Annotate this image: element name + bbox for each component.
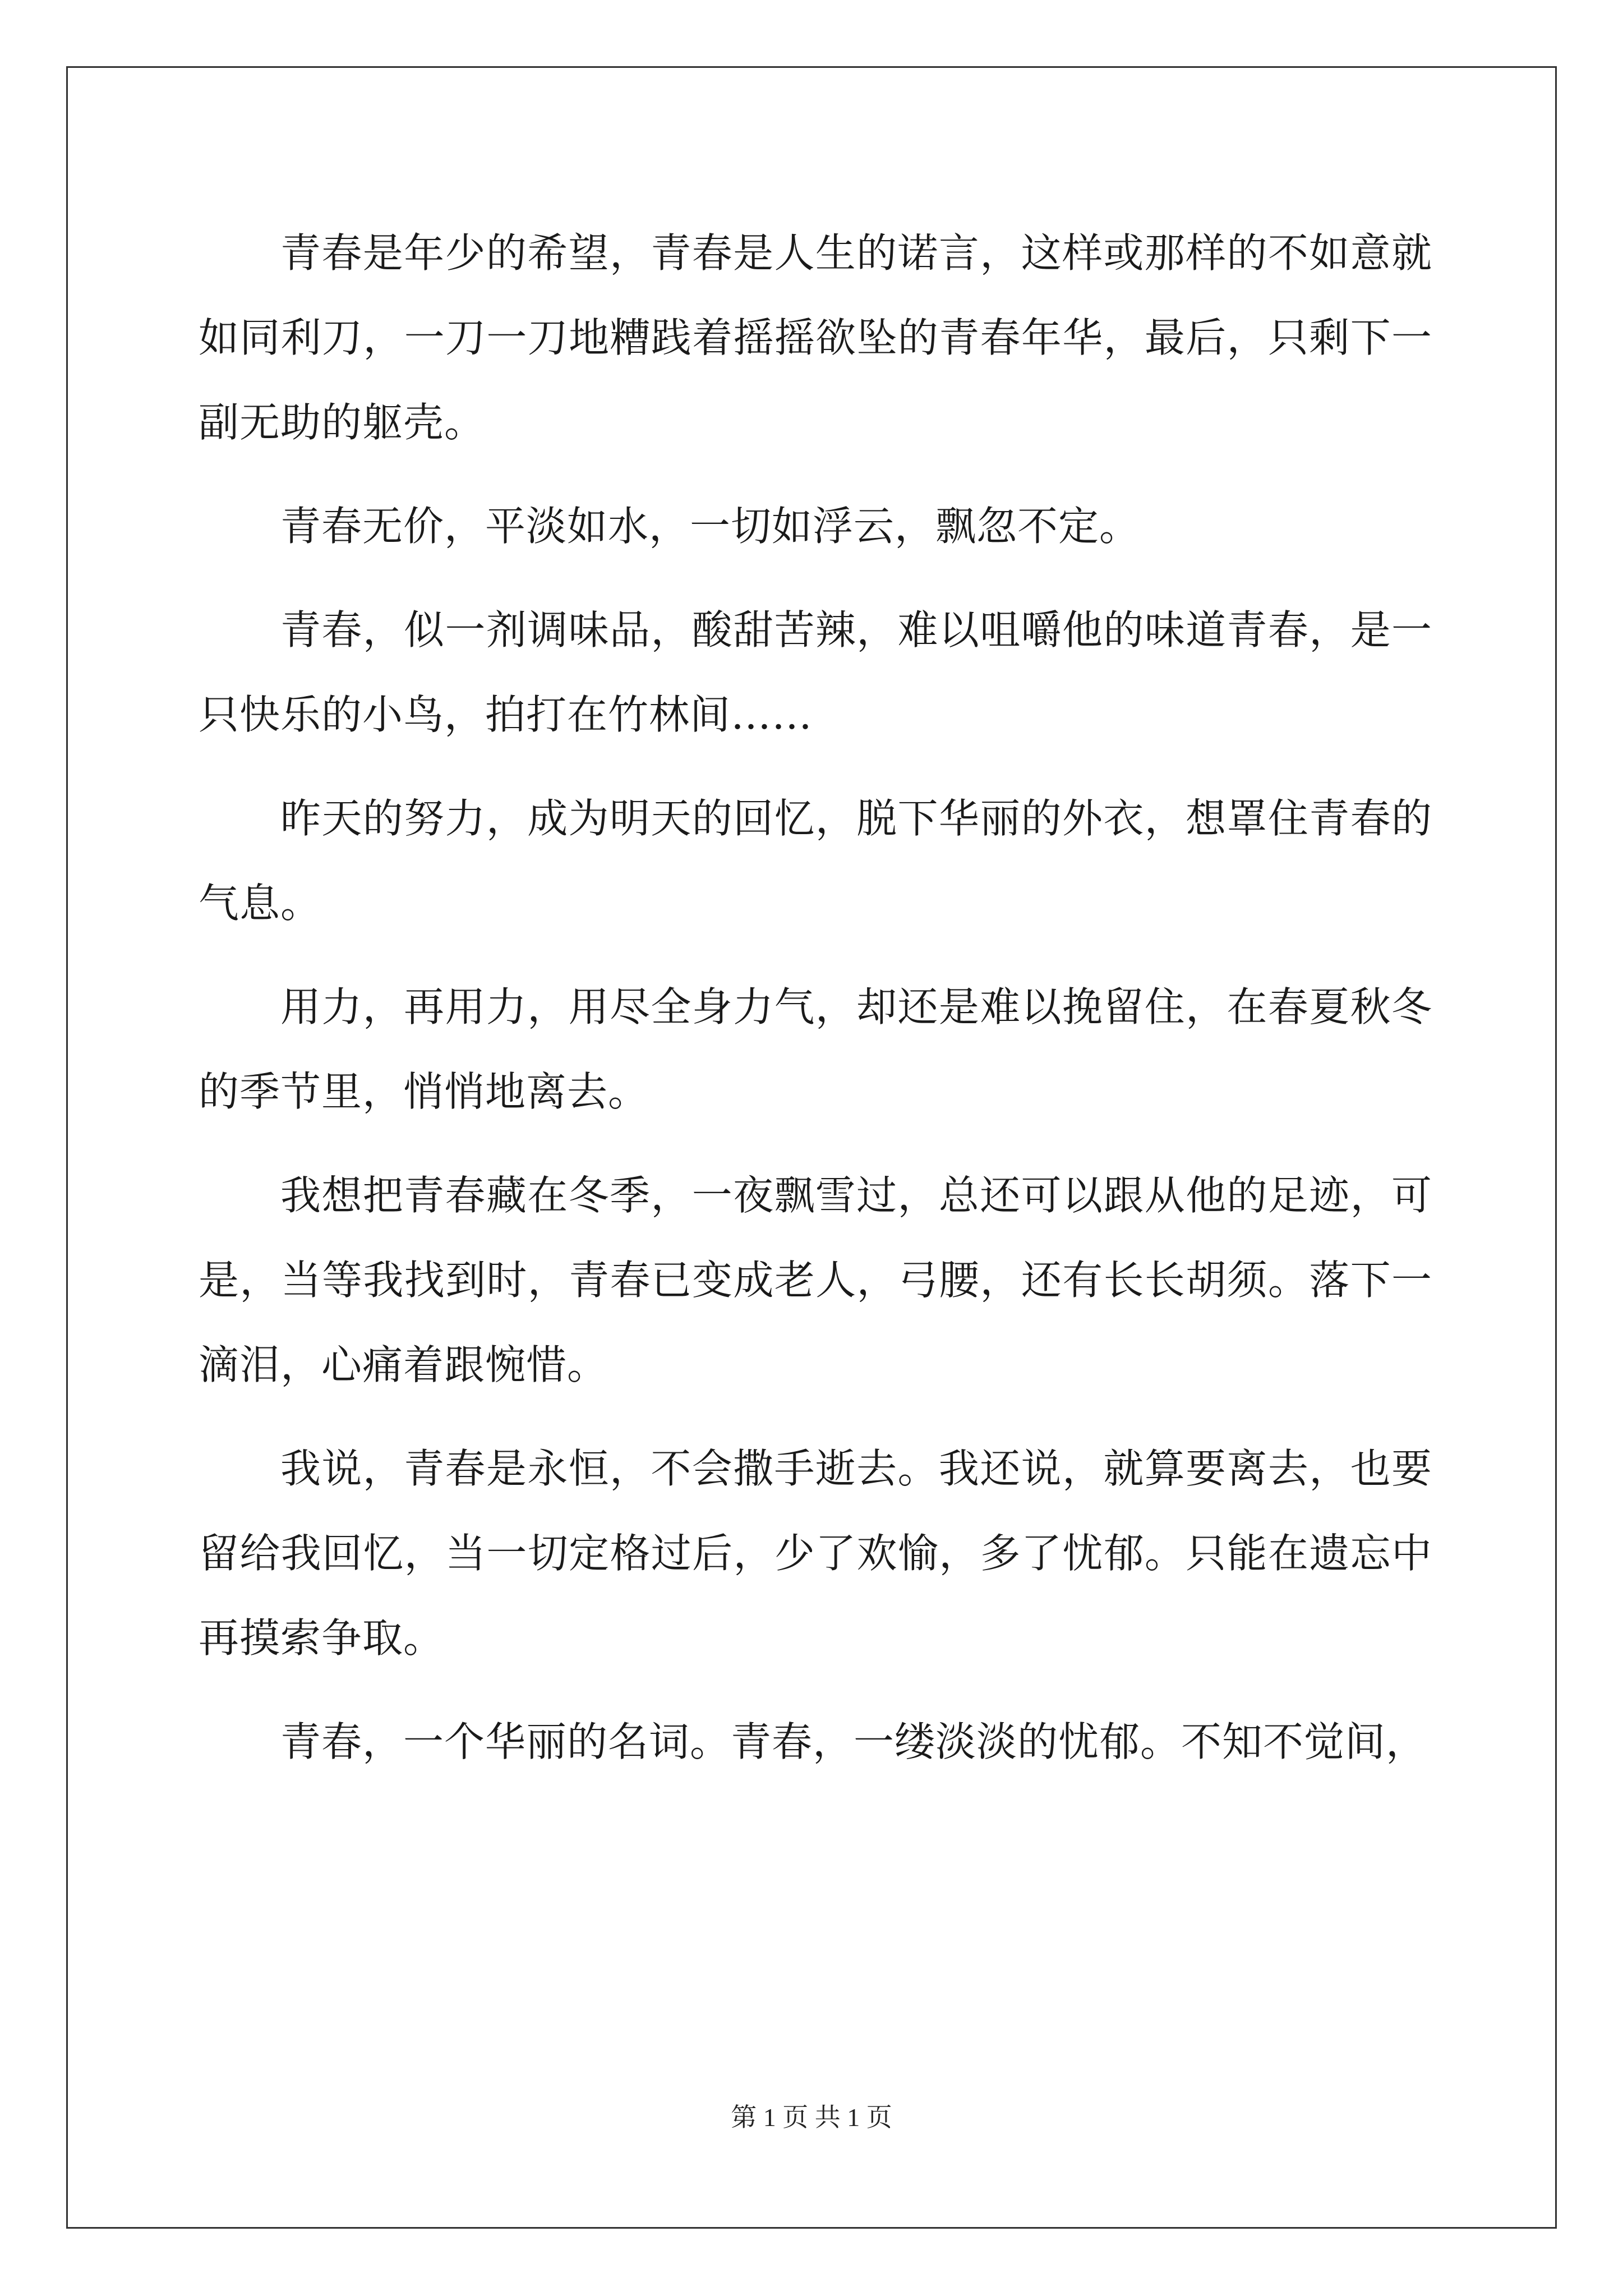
page-footer: 第 1 页 共 1 页 [731, 2103, 892, 2132]
paragraph: 青春，似一剂调味品，酸甜苦辣，难以咀嚼他的味道青春，是一只快乐的小鸟，拍打在竹林间…… [199, 606, 1432, 738]
document-body [199, 211, 1432, 1784]
paragraph: 青春是年少的希望，青春是人生的诺言，这样或那样的不如意就如同利刀，一刀一刀地糟践着摇摇欲坠的青春年华，最后，只剩下一副无助的躯壳。 [199, 229, 1432, 446]
paragraph: 青春无价，平淡如水，一切如浮云，飘忽不定。 [280, 503, 1141, 550]
paragraph: 我想把青春藏在冬季，一夜飘雪过，总还可以跟从他的足迹，可是，当等我找到时，青春已变成老人，弓腰，还有长长胡须。落下一滴泪，心痛着跟惋惜。 [199, 1172, 1432, 1388]
paragraph: 昨天的努力，成为明天的回忆，脱下华丽的外衣，想罩住青春的气息。 [199, 795, 1432, 927]
paragraph: 用力，再用力，用尽全身力气，却还是难以挽留住，在春夏秋冬的季节里，悄悄地离去。 [199, 983, 1432, 1115]
paragraph: 我说，青春是永恒，不会撒手逝去。我还说，就算要离去，也要留给我回忆，当一切定格过后，少了欢愉，多了忧郁。只能在遗忘中再摸索争取。 [199, 1445, 1432, 1662]
paragraph: 青春，一个华丽的名词。青春，一缕淡淡的忧郁。不知不觉间， [280, 1718, 1427, 1765]
